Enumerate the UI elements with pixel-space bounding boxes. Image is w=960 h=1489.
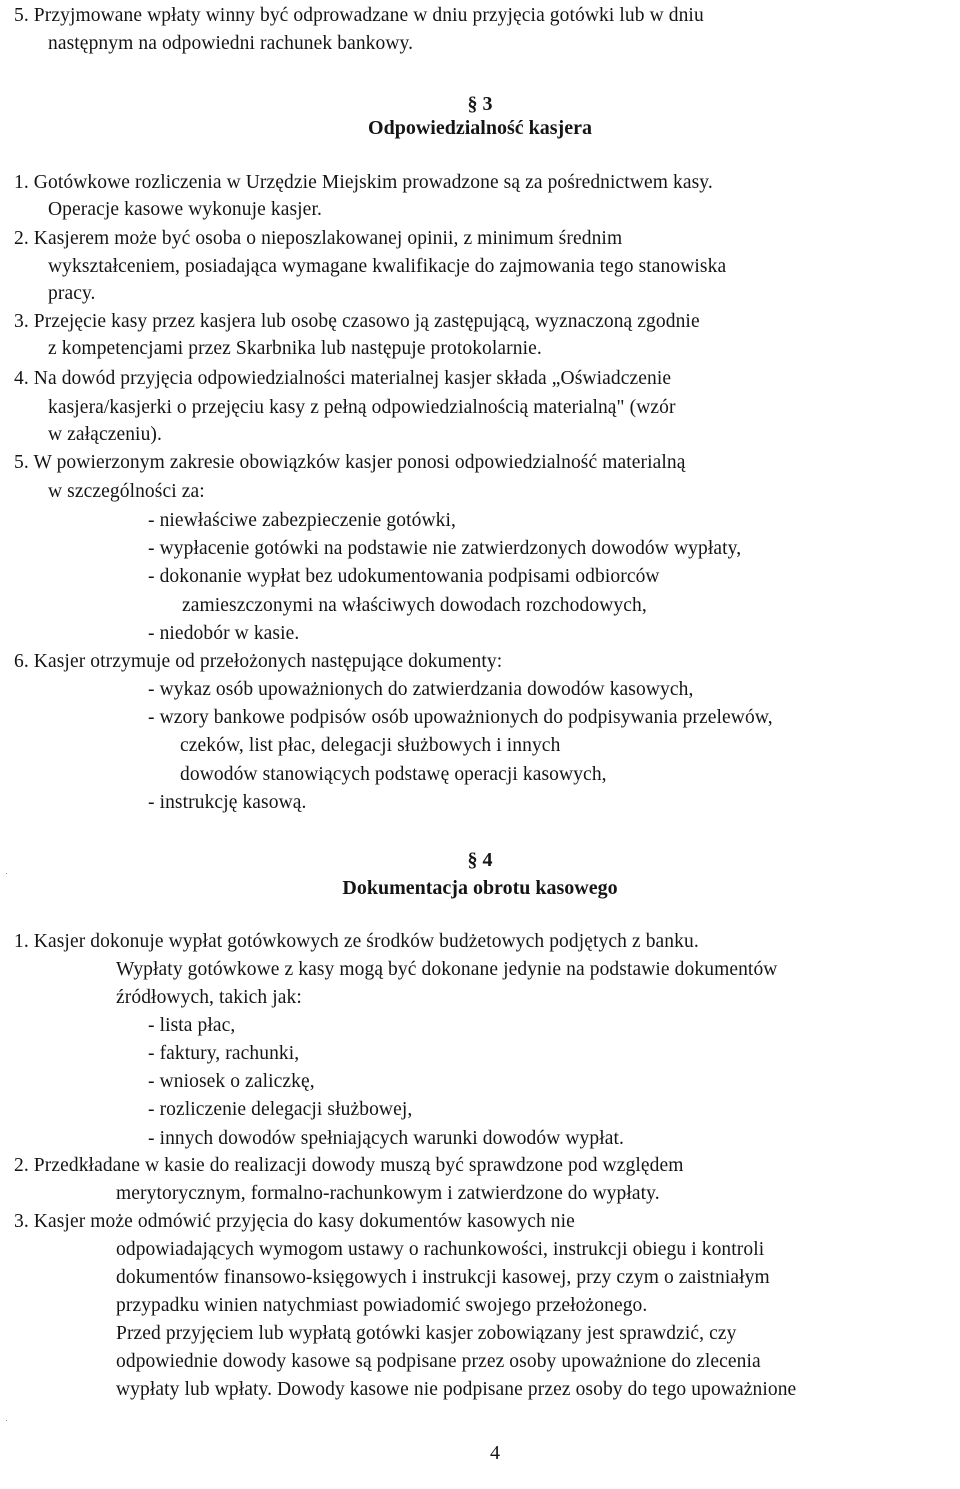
text-line: 6. Kasjer otrzymuje od przełożonych następujące dokumenty:: [14, 651, 503, 672]
list-item: - wypłacenie gotówki na podstawie nie zatwierdzonych dowodów wypłaty,: [148, 538, 742, 559]
text-line: w szczególności za:: [48, 481, 205, 502]
section-title: Odpowiedzialność kasjera: [368, 117, 592, 139]
text-line: z kompetencjami przez Skarbnika lub następuje protokolarnie.: [48, 338, 542, 359]
text-line: 1. Kasjer dokonuje wypłat gotówkowych ze środków budżetowych podjętych z banku.: [14, 931, 699, 952]
section-number: § 3: [467, 93, 493, 115]
list-item: - niedobór w kasie.: [148, 623, 300, 644]
text-line: 2. Kasjerem może być osoba o nieposzlakowanej opinii, z minimum średnim: [14, 228, 623, 249]
text-line: wypłaty lub wpłaty. Dowody kasowe nie podpisane przez osoby do tego upoważnione: [116, 1379, 797, 1400]
text-line: pracy.: [48, 283, 96, 304]
text-line: Przed przyjęciem lub wypłatą gotówki kasjer zobowiązany jest sprawdzić, czy: [116, 1323, 737, 1344]
text-line: wykształceniem, posiadająca wymagane kwalifikacje do zajmowania tego stanowiska: [48, 256, 727, 277]
text-line: dokumentów finansowo-księgowych i instrukcji kasowej, przy czym o zaistniałym: [116, 1267, 770, 1288]
section-number: § 4: [467, 849, 493, 871]
text-line: 4. Na dowód przyjęcia odpowiedzialności materialnej kasjer składa „Oświadczenie: [14, 368, 672, 389]
text-line: 1. Gotówkowe rozliczenia w Urzędzie Miejskim prowadzone są za pośrednictwem kasy.: [14, 172, 713, 193]
text-line: odpowiednie dowody kasowe są podpisane przez osoby upoważnione do zlecenia: [116, 1351, 761, 1372]
text-line: Operacje kasowe wykonuje kasjer.: [48, 199, 322, 220]
text-line: następnym na odpowiedni rachunek bankowy.: [48, 33, 414, 54]
text-line: 5. W powierzonym zakresie obowiązków kasjer ponosi odpowiedzialność materialną: [14, 452, 686, 473]
list-item: - rozliczenie delegacji służbowej,: [148, 1099, 413, 1120]
list-item: - instrukcję kasową.: [148, 792, 307, 813]
scan-speck: [6, 873, 7, 874]
list-item: - innych dowodów spełniających warunki dowodów wypłat.: [148, 1128, 625, 1149]
list-item: - faktury, rachunki,: [148, 1043, 300, 1064]
list-item: - wykaz osób upoważnionych do zatwierdzania dowodów kasowych,: [148, 679, 694, 700]
section-title: Dokumentacja obrotu kasowego: [342, 877, 618, 899]
text-line: źródłowych, takich jak:: [116, 987, 302, 1008]
list-item: - wzory bankowe podpisów osób upoważnionych do podpisywania przelewów,: [148, 707, 773, 728]
list-item: - dokonanie wypłat bez udokumentowania podpisami odbiorców: [148, 566, 660, 587]
text-line: przypadku winien natychmiast powiadomić swojego przełożonego.: [116, 1295, 648, 1316]
text-line: kasjera/kasjerki o przejęciu kasy z pełną odpowiedzialnością materialną" (wzór: [48, 397, 676, 418]
text-line: 5. Przyjmowane wpłaty winny być odprowadzane w dniu przyjęcia gotówki lub w dniu: [14, 5, 704, 26]
list-item: - wniosek o zaliczkę,: [148, 1071, 315, 1092]
text-line: 3. Kasjer może odmówić przyjęcia do kasy dokumentów kasowych nie: [14, 1211, 575, 1232]
list-item: zamieszczonymi na właściwych dowodach rozchodowych,: [182, 595, 647, 616]
page-number: 4: [490, 1442, 500, 1464]
text-line: w załączeniu).: [48, 424, 162, 445]
text-line: merytorycznym, formalno-rachunkowym i zatwierdzone do wypłaty.: [116, 1183, 660, 1204]
list-item: - niewłaściwe zabezpieczenie gotówki,: [148, 510, 456, 531]
list-item: dowodów stanowiących podstawę operacji kasowych,: [180, 764, 607, 785]
list-item: czeków, list płac, delegacji służbowych i innych: [180, 735, 561, 756]
list-item: - lista płac,: [148, 1015, 236, 1036]
text-line: 2. Przedkładane w kasie do realizacji dowody muszą być sprawdzone pod względem: [14, 1155, 684, 1176]
text-line: 3. Przejęcie kasy przez kasjera lub osobę czasowo ją zastępującą, wyznaczoną zgodnie: [14, 311, 700, 332]
text-line: Wypłaty gotówkowe z kasy mogą być dokonane jedynie na podstawie dokumentów: [116, 959, 778, 980]
text-line: odpowiadających wymogom ustawy o rachunkowości, instrukcji obiegu i kontroli: [116, 1239, 765, 1260]
scan-speck: [6, 1420, 7, 1421]
